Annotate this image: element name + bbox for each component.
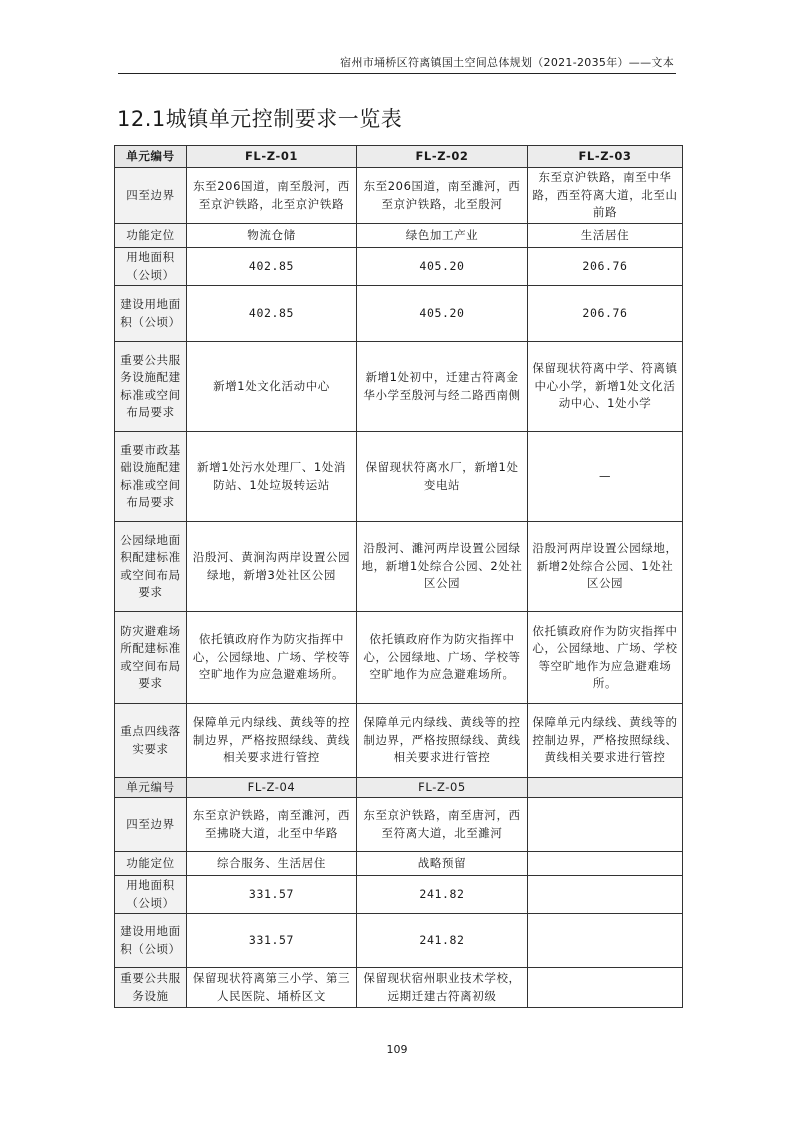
table-row xyxy=(115,612,683,704)
header-cell xyxy=(528,778,683,798)
table-cell: 331.57 xyxy=(187,914,357,968)
table-cell: 新增1处污水处理厂、1处消防站、1处垃圾转运站 xyxy=(187,432,357,522)
table-cell: 331.57 xyxy=(187,876,357,914)
table-row xyxy=(115,224,683,248)
table-row xyxy=(115,968,683,1008)
table-header-row xyxy=(115,778,683,798)
row-label: 四至边界 xyxy=(115,798,187,852)
table-cell: 依托镇政府作为防灾指挥中心，公园绿地、广场、学校等空旷地作为应急避难场所。 xyxy=(357,612,528,704)
header-cell: 单元编号 xyxy=(115,146,187,168)
table-cell: 保留现状符离第三小学、第三人民医院、埇桥区文 xyxy=(187,968,357,1008)
table-cell: 沿殷河两岸设置公园绿地，新增2处综合公园、1处社区公园 xyxy=(528,522,683,612)
table-cell: 东至京沪铁路，南至中华路，西至符离大道，北至山前路 xyxy=(528,168,683,224)
header-cell: 单元编号 xyxy=(115,778,187,798)
row-label: 公园绿地面积配建标准或空间布局要求 xyxy=(115,522,187,612)
table-cell: 405.20 xyxy=(357,248,528,286)
table-cell xyxy=(528,914,683,968)
table-row xyxy=(115,248,683,286)
header-cell: FL-Z-02 xyxy=(357,146,528,168)
table-cell xyxy=(528,852,683,876)
row-label: 重点四线落实要求 xyxy=(115,704,187,778)
table-cell: 206.76 xyxy=(528,248,683,286)
table-row xyxy=(115,914,683,968)
table-cell xyxy=(528,798,683,852)
unit-control-table xyxy=(114,145,683,1008)
table-row xyxy=(115,704,683,778)
table-cell: 保障单元内绿线、黄线等的控制边界，严格按照绿线、黄线相关要求进行管控 xyxy=(357,704,528,778)
table-cell: 物流仓储 xyxy=(187,224,357,248)
table-cell: 依托镇政府作为防灾指挥中心，公园绿地、广场、学校等空旷地作为应急避难场所。 xyxy=(187,612,357,704)
table-row xyxy=(115,876,683,914)
table-cell: 东至京沪铁路，南至唐河，西至符离大道，北至濉河 xyxy=(357,798,528,852)
table-row xyxy=(115,286,683,342)
table-cell: 东至206国道，南至濉河，西至京沪铁路，北至殷河 xyxy=(357,168,528,224)
header-cell: FL-Z-01 xyxy=(187,146,357,168)
table-row xyxy=(115,852,683,876)
header-divider xyxy=(118,73,676,74)
table-cell: 241.82 xyxy=(357,876,528,914)
table-cell: 新增1处文化活动中心 xyxy=(187,342,357,432)
row-label: 建设用地面积（公顷） xyxy=(115,914,187,968)
table-header-row xyxy=(115,146,683,168)
table-cell: 沿殷河、濉河两岸设置公园绿地，新增1处综合公园、2处社区公园 xyxy=(357,522,528,612)
table-cell: 206.76 xyxy=(528,286,683,342)
table-row xyxy=(115,168,683,224)
table-cell: 241.82 xyxy=(357,914,528,968)
table-cell: 综合服务、生活居住 xyxy=(187,852,357,876)
table-cell: 保障单元内绿线、黄线等的控制边界，严格按照绿线、黄线相关要求进行管控 xyxy=(187,704,357,778)
header-cell: FL-Z-05 xyxy=(357,778,528,798)
table-cell: 保留现状符离水厂，新增1处变电站 xyxy=(357,432,528,522)
table-cell: 保留现状符离中学、符离镇中心小学，新增1处文化活动中心、1处小学 xyxy=(528,342,683,432)
table-cell: — xyxy=(528,432,683,522)
table-cell xyxy=(528,876,683,914)
table-cell: 保障单元内绿线、黄线等的控制边界，严格按照绿线、黄线相关要求进行管控 xyxy=(528,704,683,778)
table-cell: 东至206国道，南至殷河，西至京沪铁路，北至京沪铁路 xyxy=(187,168,357,224)
table-cell: 402.85 xyxy=(187,248,357,286)
table-cell: 战略预留 xyxy=(357,852,528,876)
table-row xyxy=(115,798,683,852)
row-label: 重要公共服务设施配建标准或空间布局要求 xyxy=(115,342,187,432)
row-label: 四至边界 xyxy=(115,168,187,224)
section-title: 12.1城镇单元控制要求一览表 xyxy=(117,107,403,131)
table-cell xyxy=(528,968,683,1008)
row-label: 防灾避难场所配建标准或空间布局要求 xyxy=(115,612,187,704)
row-label: 重要市政基础设施配建标准或空间布局要求 xyxy=(115,432,187,522)
row-label: 功能定位 xyxy=(115,224,187,248)
table-cell: 绿色加工产业 xyxy=(357,224,528,248)
header-cell: FL-Z-03 xyxy=(528,146,683,168)
table-cell: 405.20 xyxy=(357,286,528,342)
table-cell: 生活居住 xyxy=(528,224,683,248)
table-cell: 保留现状宿州职业技术学校，远期迁建古符离初级 xyxy=(357,968,528,1008)
table-cell: 新增1处初中，迁建古符离金华小学至殷河与经二路西南侧 xyxy=(357,342,528,432)
row-label: 建设用地面积（公顷） xyxy=(115,286,187,342)
row-label: 用地面积（公顷） xyxy=(115,248,187,286)
table-row xyxy=(115,522,683,612)
table-cell: 402.85 xyxy=(187,286,357,342)
running-header: 宿州市埇桥区符离镇国土空间总体规划（2021-2035年）——文本 xyxy=(340,56,674,69)
page-number: 109 xyxy=(386,1043,408,1056)
header-cell: FL-Z-04 xyxy=(187,778,357,798)
table-row xyxy=(115,342,683,432)
row-label: 功能定位 xyxy=(115,852,187,876)
table-cell: 东至京沪铁路，南至濉河，西至拂晓大道，北至中华路 xyxy=(187,798,357,852)
table-cell: 沿殷河、黄涧沟两岸设置公园绿地，新增3处社区公园 xyxy=(187,522,357,612)
row-label: 重要公共服务设施 xyxy=(115,968,187,1008)
row-label: 用地面积（公顷） xyxy=(115,876,187,914)
table-cell: 依托镇政府作为防灾指挥中心，公园绿地、广场、学校等空旷地作为应急避难场所。 xyxy=(528,612,683,704)
table-row xyxy=(115,432,683,522)
